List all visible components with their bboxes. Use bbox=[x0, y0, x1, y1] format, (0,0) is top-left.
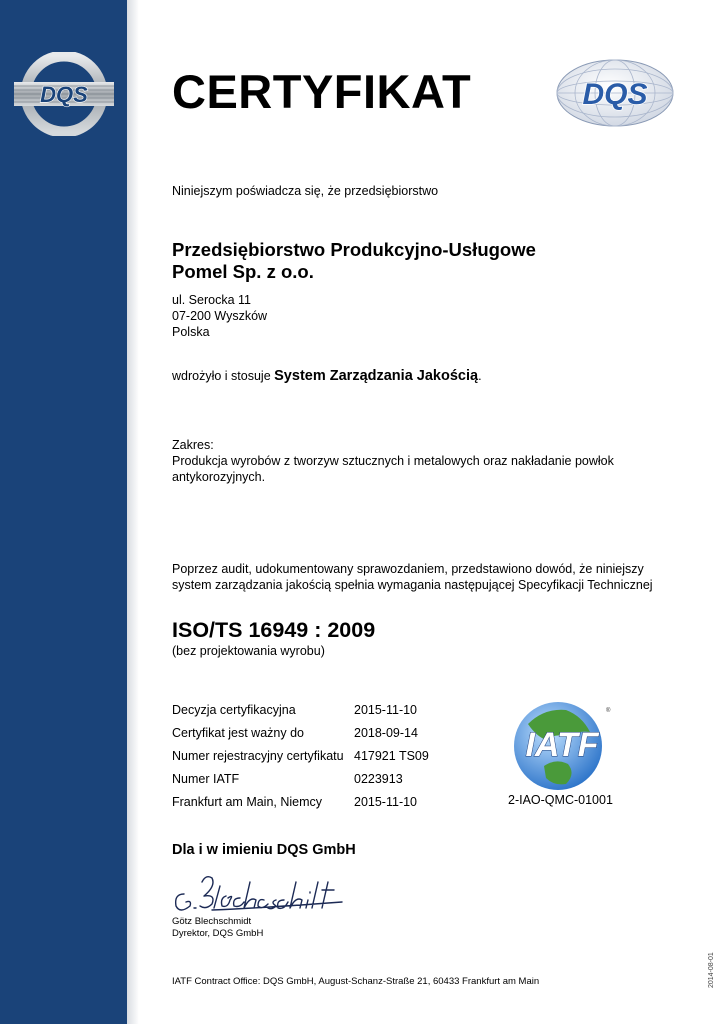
scope-section bbox=[172, 437, 642, 485]
details-row bbox=[172, 749, 429, 772]
audit-statement: Poprzez audit, udokumentowany sprawozdaniem, przedstawiono dowód, że niniejszy system zarządzania jakością spełnia wymagania następującej Specyfikacji Technicznej bbox=[172, 562, 653, 592]
intro-text: Niniejszym poświadcza się, że przedsiębiorstwo bbox=[172, 184, 439, 198]
standard-note: (bez projektowania wyrobu) bbox=[172, 644, 325, 658]
footer-contract-office: IATF Contract Office: DQS GmbH, August-Schanz-Straße 21, 60433 Frankfurt am Main bbox=[172, 976, 540, 987]
details-label: Frankfurt am Main, Niemcy bbox=[172, 795, 323, 809]
dqs-globe-logo bbox=[555, 58, 675, 128]
handwritten-signature bbox=[172, 872, 350, 916]
details-label: Numer IATF bbox=[172, 772, 240, 786]
company-name-line2: Pomel Sp. z o.o. bbox=[172, 261, 314, 282]
details-value: 2018-09-14 bbox=[354, 726, 418, 740]
svg-text:®: ® bbox=[606, 708, 611, 714]
details-row bbox=[172, 772, 429, 795]
standard-name: ISO/TS 16949 : 2009 bbox=[172, 618, 376, 642]
signer-name: Götz Blechschmidt bbox=[172, 916, 252, 927]
details-label: Numer rejestracyjny certyfikatu bbox=[172, 749, 344, 763]
scope-label: Zakres: bbox=[172, 438, 214, 452]
left-blue-band bbox=[0, 0, 127, 1024]
system-suffix: . bbox=[478, 369, 482, 383]
signer-title: Dyrektor, DQS GmbH bbox=[172, 928, 264, 939]
details-label: Certyfikat jest ważny do bbox=[172, 726, 304, 740]
details-value: 0223913 bbox=[354, 772, 403, 786]
form-code: 2014-08-01 bbox=[708, 952, 715, 988]
system-name: System Zarządzania Jakością bbox=[274, 368, 479, 384]
details-value: 2015-11-10 bbox=[354, 795, 418, 809]
details-row bbox=[172, 703, 429, 726]
scope-text: Produkcja wyrobów z tworzyw sztucznych i metalowych oraz nakładanie powłok antykorozyjnych. bbox=[172, 454, 614, 484]
details-row bbox=[172, 726, 429, 749]
company-name-line1: Przedsiębiorstwo Produkcyjno-Usługowe bbox=[172, 239, 536, 260]
system-statement bbox=[172, 368, 482, 384]
certificate-title: CERTYFIKAT bbox=[172, 65, 472, 118]
details-label: Decyzja certyfikacyjna bbox=[172, 703, 296, 717]
svg-text:DQS: DQS bbox=[582, 78, 648, 111]
details-value: 417921 TS09 bbox=[354, 749, 429, 763]
iatf-logo bbox=[506, 696, 614, 792]
address-street: ul. Serocka 11 bbox=[172, 293, 251, 307]
system-prefix: wdrożyło i stosuje bbox=[172, 369, 271, 383]
details-row bbox=[172, 795, 429, 818]
dqs-seal-logo bbox=[12, 52, 116, 136]
iatf-code: 2-IAO-QMC-01001 bbox=[508, 793, 613, 807]
svg-text:DQS: DQS bbox=[40, 82, 88, 107]
on-behalf-statement: Dla i w imieniu DQS GmbH bbox=[172, 842, 356, 858]
certificate-details-table bbox=[172, 703, 429, 818]
company-address bbox=[172, 292, 267, 340]
band-edge-shadow bbox=[127, 0, 139, 1024]
address-city: 07-200 Wyszków bbox=[172, 309, 268, 323]
signer-block bbox=[172, 916, 263, 940]
address-country: Polska bbox=[172, 325, 210, 339]
svg-text:IATF: IATF bbox=[525, 726, 599, 764]
company-name bbox=[172, 239, 536, 283]
details-value: 2015-11-10 bbox=[354, 703, 418, 717]
